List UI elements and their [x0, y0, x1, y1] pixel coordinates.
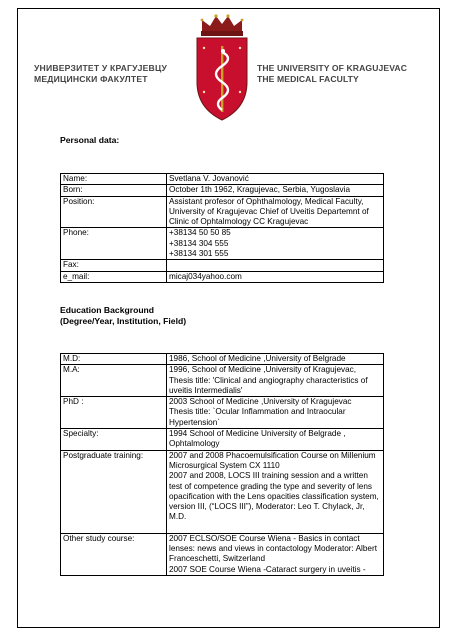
- education-table: [60, 353, 384, 576]
- table-row: [61, 354, 384, 365]
- row-label: e_mail:: [61, 271, 167, 282]
- latin-line-1: THE UNIVERSITY OF KRAGUJEVAC: [257, 63, 408, 73]
- row-value[interactable]: [167, 271, 384, 282]
- table-row: [61, 271, 384, 282]
- table-row: [61, 397, 384, 429]
- row-value: 1994 School of Medicine University of Belgrade , Ophtalmology: [167, 429, 384, 451]
- row-label: Phone:: [61, 228, 167, 260]
- row-label: Specialty:: [61, 429, 167, 451]
- table-row: [61, 196, 384, 228]
- table-row: [61, 260, 384, 271]
- row-label: Born:: [61, 185, 167, 196]
- cyrillic-line-2: МЕДИЦИНСКИ ФАКУЛТЕТ: [34, 74, 148, 84]
- row-label: Position:: [61, 196, 167, 228]
- row-value: Assistant profesor of Ophthalmology, Medical Faculty, University of Kragujevac Chief of Uveitis Departemnt of Clinic of Ophtalmology CC Kragujevac: [167, 196, 384, 228]
- row-value: October 1th 1962, Kragujevac, Serbia, Yugoslavia: [167, 185, 384, 196]
- row-value: 1986, School of Medicine ,University of Belgrade: [167, 354, 384, 365]
- table-row: [61, 533, 384, 575]
- table-row: [61, 174, 384, 185]
- row-value: 1996, School of Medicine ,University of Kragujevac, Thesis title: 'Clinical and angiography characteristics of uveitis Intermedialis': [167, 365, 384, 397]
- letterhead: [0, 6, 453, 116]
- table-row: [61, 365, 384, 397]
- latin-university-name: [257, 63, 407, 85]
- cyrillic-university-name: [34, 63, 167, 85]
- row-label: Other study course:: [61, 533, 167, 575]
- row-value: 2007 ECLSO/SOE Course Wiena - Basics in contact lenses: news and views in contactology Moderator: Albert Franceschetti, Switzerland 2007 SOE Course Wiena -Cataract surgery in uveitis -: [167, 533, 384, 575]
- row-value: [167, 260, 384, 271]
- row-label: Postgraduate training:: [61, 450, 167, 533]
- row-label: Name:: [61, 174, 167, 185]
- row-value: 2007 and 2008 Phacoemulsification Course on Millenium Microsurgical System CX 1110 2007 and 2008, LOCS III training session and a written test of competence grading the type and severity of lens opacification with the Lens opacities classification system, version III, (“LOCS III”), Moderator: Leo T. Chylack, Jr, M.D.: [167, 450, 384, 533]
- row-label: M.D:: [61, 354, 167, 365]
- personal-data-table: [60, 173, 384, 283]
- row-label: PhD :: [61, 397, 167, 429]
- latin-line-2: THE MEDICAL FACULTY: [257, 74, 359, 84]
- personal-data-heading: Personal data:: [60, 135, 120, 145]
- row-value: +38134 50 50 85 +38134 304 555 +38134 301 555: [167, 228, 384, 260]
- university-crest-logo: [192, 12, 252, 122]
- email-link[interactable]: micaj034yahoo.com: [169, 271, 242, 281]
- row-value: Svetlana V. Jovanović: [167, 174, 384, 185]
- row-value: 2003 School of Medicine ,University of Kragujevac Thesis title: `Ocular Inflammation and Intraocular Hypertension`: [167, 397, 384, 429]
- table-row: [61, 185, 384, 196]
- row-label: M.A:: [61, 365, 167, 397]
- row-label: Fax:: [61, 260, 167, 271]
- education-heading: Education Background (Degree/Year, Institution, Field): [60, 305, 187, 326]
- table-row: [61, 450, 384, 533]
- cyrillic-line-1: УНИВЕРЗИТЕТ У КРАГУЈЕВЦУ: [34, 63, 167, 73]
- table-row: [61, 228, 384, 260]
- table-row: [61, 429, 384, 451]
